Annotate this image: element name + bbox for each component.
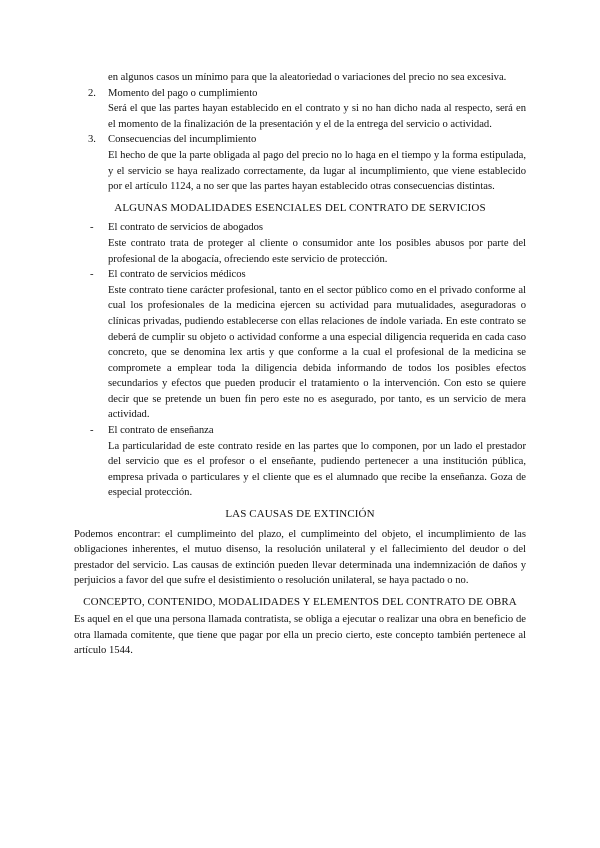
- list-marker: -: [90, 425, 94, 437]
- numbered-item-text: Será el que las partes hayan establecido en el contrato y si no han dicho nada al respecto, será en el momento de la finalización de la presentación y el de la entrega del servicio o actividad.: [108, 103, 526, 130]
- list-marker: 3.: [88, 134, 96, 146]
- list-marker: 2.: [88, 87, 96, 99]
- modalidad-title: El contrato de enseñanza: [108, 425, 214, 437]
- heading-obra: CONCEPTO, CONTENIDO, MODALIDADES Y ELEMENTOS DEL CONTRATO DE OBRA: [83, 596, 517, 608]
- extincion-paragraph: Podemos encontrar: el cumplimeinto del plazo, el cumplimeinto del objeto, el incumplimiento de las obligaciones inherentes, el mutuo disenso, la resolución unilateral y el fallecimiento del deudor o del prestador del servicio. Las causas de extinción pueden llevar determinada una indemnización de daños y perjuicios a favor del que sufre el desistimiento o resolución unilateral, se haya pactado o no.: [74, 528, 526, 587]
- modalidad-item-medicos: [74, 267, 526, 423]
- numbered-item-title: Momento del pago o cumplimiento: [108, 87, 258, 99]
- modalidad-text: La particularidad de este contrato reside en las partes que lo componen, por un lado el prestador del servicio que es el profesor o el enseñante, pudiendo pertenecer a una institución pública, empresa privada o particulares y el cliente que es el alumnado que recibe la enseñanza. Goza de especial protección.: [108, 440, 526, 499]
- modalidad-text: Este contrato tiene carácter profesional, tanto en el sector público como en el privado conforme al cual los profesionales de la medicina ejercen su actividad para mutualidades, aseguradoras o clínicas privadas, pudiendo establecerse con ellas relaciones de índole variada. En este contrato se deberá de cumplir su objeto o actividad conforme a una especial diligencia requerida en cada caso concreto, que se denomina lex artis y que conforme a la cual el profesional de la medicina se compromete a emplear toda la diligencia debida informando de todos los posibles efectos secundarios y efectos que pueden producir el tratamiento o la intervención. Con esto se quiere decir que se pretende un buen fin pero este no es asegurado, por tanto, es un servicio de mera actividad.: [108, 284, 526, 421]
- modalidad-item-ensenanza: [74, 423, 526, 501]
- numbered-item-2: [74, 86, 526, 133]
- obra-paragraph: Es aquel en el que una persona llamada contratista, se obliga a ejecutar o realizar una obra en beneficio de otra llamada comitente, que tiene que pagar por ella un precio cierto, este concepto también pertenece al artículo 1544.: [74, 614, 526, 657]
- numbered-item-title: Consecuencias del incumplimiento: [108, 134, 257, 146]
- list-marker: -: [90, 269, 94, 281]
- heading-extincion: LAS CAUSAS DE EXTINCIÓN: [225, 508, 375, 521]
- intro-continuation: en algunos casos un mínimo para que la aleatoriedad o variaciones del precio no sea excesiva.: [108, 72, 507, 83]
- modalidad-title: El contrato de servicios de abogados: [108, 222, 264, 234]
- numbered-item-text: El hecho de que la parte obligada al pago del precio no lo haga en el tiempo y la forma estipulada, y el servicio se haya realizado correctamente, da lugar al incumplimiento, que viene establecido por el artículo 1124, a no ser que las partes hayan establecido otras consecuencias distintas.: [108, 149, 526, 193]
- list-marker: -: [90, 222, 94, 234]
- heading-modalidades: ALGUNAS MODALIDADES ESENCIALES DEL CONTRATO DE SERVICIOS: [114, 201, 486, 214]
- modalidad-item-abogados: [74, 220, 526, 267]
- modalidad-text: Este contrato trata de proteger al cliente o consumidor ante los posibles abusos por parte del profesional de la abogacía, ofreciendo este servicio de protección.: [108, 237, 526, 265]
- modalidad-title: El contrato de servicios médicos: [108, 269, 246, 281]
- numbered-item-3: [74, 132, 526, 194]
